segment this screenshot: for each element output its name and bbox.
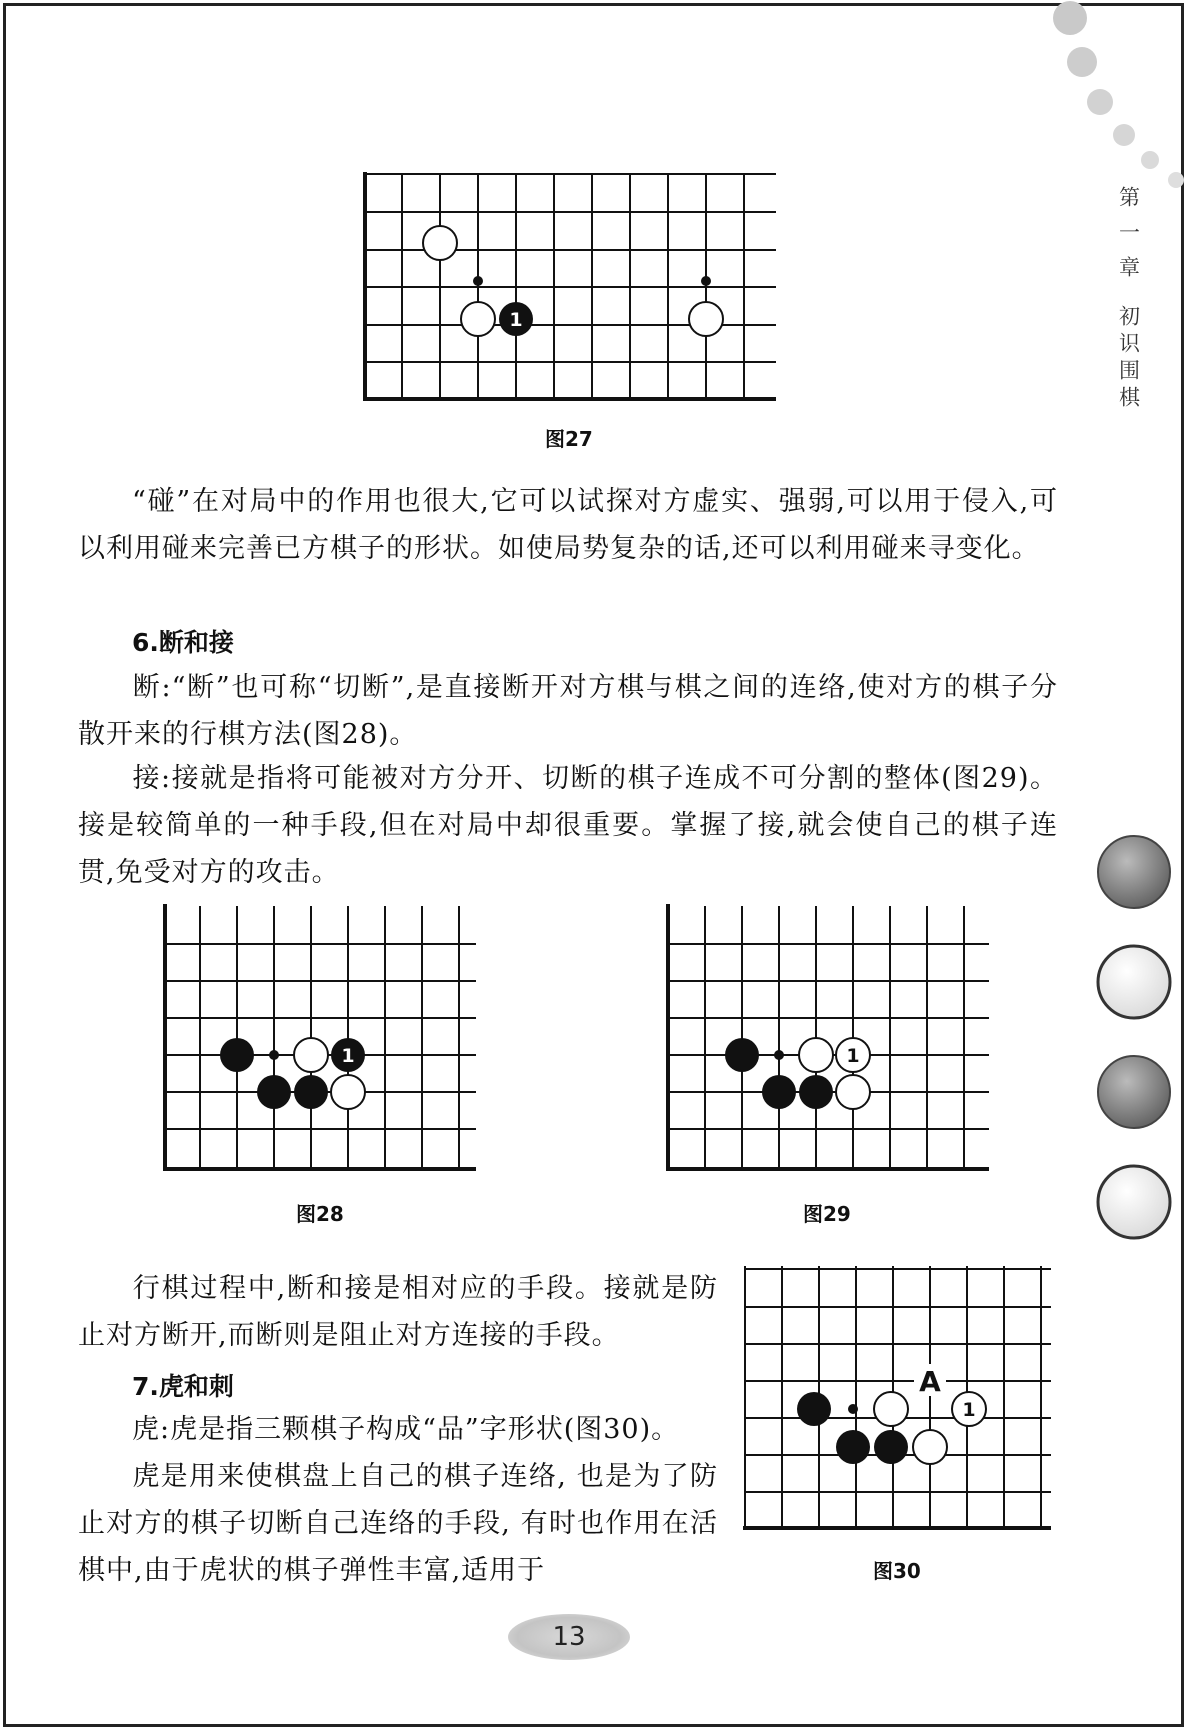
chapter-label: 第一章 (1116, 186, 1141, 291)
point-label: A (919, 1365, 941, 1398)
paragraph-hu-desc-text: 虎是用来使棋盘上自己的棋子连络, 也是为了防止对方的棋子切断自己连络的手段, 有时也作用在活棋中,由于虎状的棋子弹性丰富,适用于 (78, 1461, 718, 1586)
black-stone (257, 1075, 291, 1109)
black-stone (799, 1075, 833, 1109)
white-stone (874, 1392, 908, 1426)
figure-30 (740, 1264, 1055, 1534)
figure-28-caption: 图28 (296, 1202, 344, 1226)
figure-29-caption: 图29 (803, 1202, 851, 1226)
heading-6: 6.断和接 (132, 628, 234, 657)
heading-7: 7.虎和刺 (132, 1372, 234, 1401)
white-stone (913, 1430, 947, 1464)
black-stone (725, 1038, 759, 1072)
move-number: 1 (962, 1399, 976, 1421)
side-stone-decoration (1090, 830, 1180, 1250)
paragraph-hu-def-text: 虎:虎是指三颗棋子构成“品”字形状(图30)。 (132, 1414, 680, 1445)
white-stone (799, 1038, 833, 1072)
white-stone (331, 1075, 365, 1109)
side-stone-dark (1098, 1056, 1170, 1128)
figure-27-caption: 图27 (545, 427, 593, 451)
black-stone (294, 1075, 328, 1109)
paragraph-peng (78, 478, 1058, 572)
figure-29 (663, 904, 993, 1174)
paragraph-hu-def (78, 1406, 718, 1453)
white-stone (423, 226, 457, 260)
paragraph-summary-text: 行棋过程中,断和接是相对应的手段。接就是防止对方断开,而断则是阻止对方连接的手段。 (78, 1273, 718, 1351)
black-stone (874, 1430, 908, 1464)
figure-28 (160, 904, 480, 1174)
paragraph-hu-desc (78, 1453, 718, 1594)
paragraph-duan (78, 664, 1058, 758)
paragraph-summary (78, 1265, 718, 1359)
page-number-text: 13 (552, 1622, 586, 1652)
black-stone (220, 1038, 254, 1072)
white-stone (461, 302, 495, 336)
paragraph-jie-text: 接:接就是指将可能被对方分开、切断的棋子连成不可分割的整体(图29)。接是较简单的一种手段,但在对局中却很重要。掌握了接,就会使自己的棋子连贯,免受对方的攻击。 (78, 763, 1058, 888)
white-stone (294, 1038, 328, 1072)
black-stone (762, 1075, 796, 1109)
figure-27 (360, 172, 780, 404)
page-number (508, 1614, 630, 1660)
white-stone (689, 302, 723, 336)
move-number: 1 (846, 1045, 860, 1067)
black-stone (797, 1392, 831, 1426)
white-stone (836, 1075, 870, 1109)
chapter-title: 初识围棋 (1116, 305, 1141, 413)
side-stone-dark (1098, 836, 1170, 908)
chapter-side-title (1112, 186, 1144, 417)
paragraph-duan-text: 断:“断”也可称“切断”,是直接断开对方棋与棋之间的连络,使对方的棋子分散开来的行棋方法(图28)。 (78, 672, 1058, 750)
figure-30-caption: 图30 (873, 1559, 921, 1583)
move-number: 1 (341, 1045, 355, 1067)
paragraph-jie (78, 755, 1058, 896)
black-stone (836, 1430, 870, 1464)
paragraph-peng-text: “碰”在对局中的作用也很大,它可以试探对方虚实、强弱,可以用于侵入,可以利用碰来完善已方棋子的形状。如使局势复杂的话,还可以利用碰来寻变化。 (78, 486, 1058, 564)
side-stone-light (1098, 946, 1170, 1018)
side-stone-light (1098, 1166, 1170, 1238)
decorative-dots (1040, 0, 1190, 200)
move-number: 1 (509, 309, 523, 331)
